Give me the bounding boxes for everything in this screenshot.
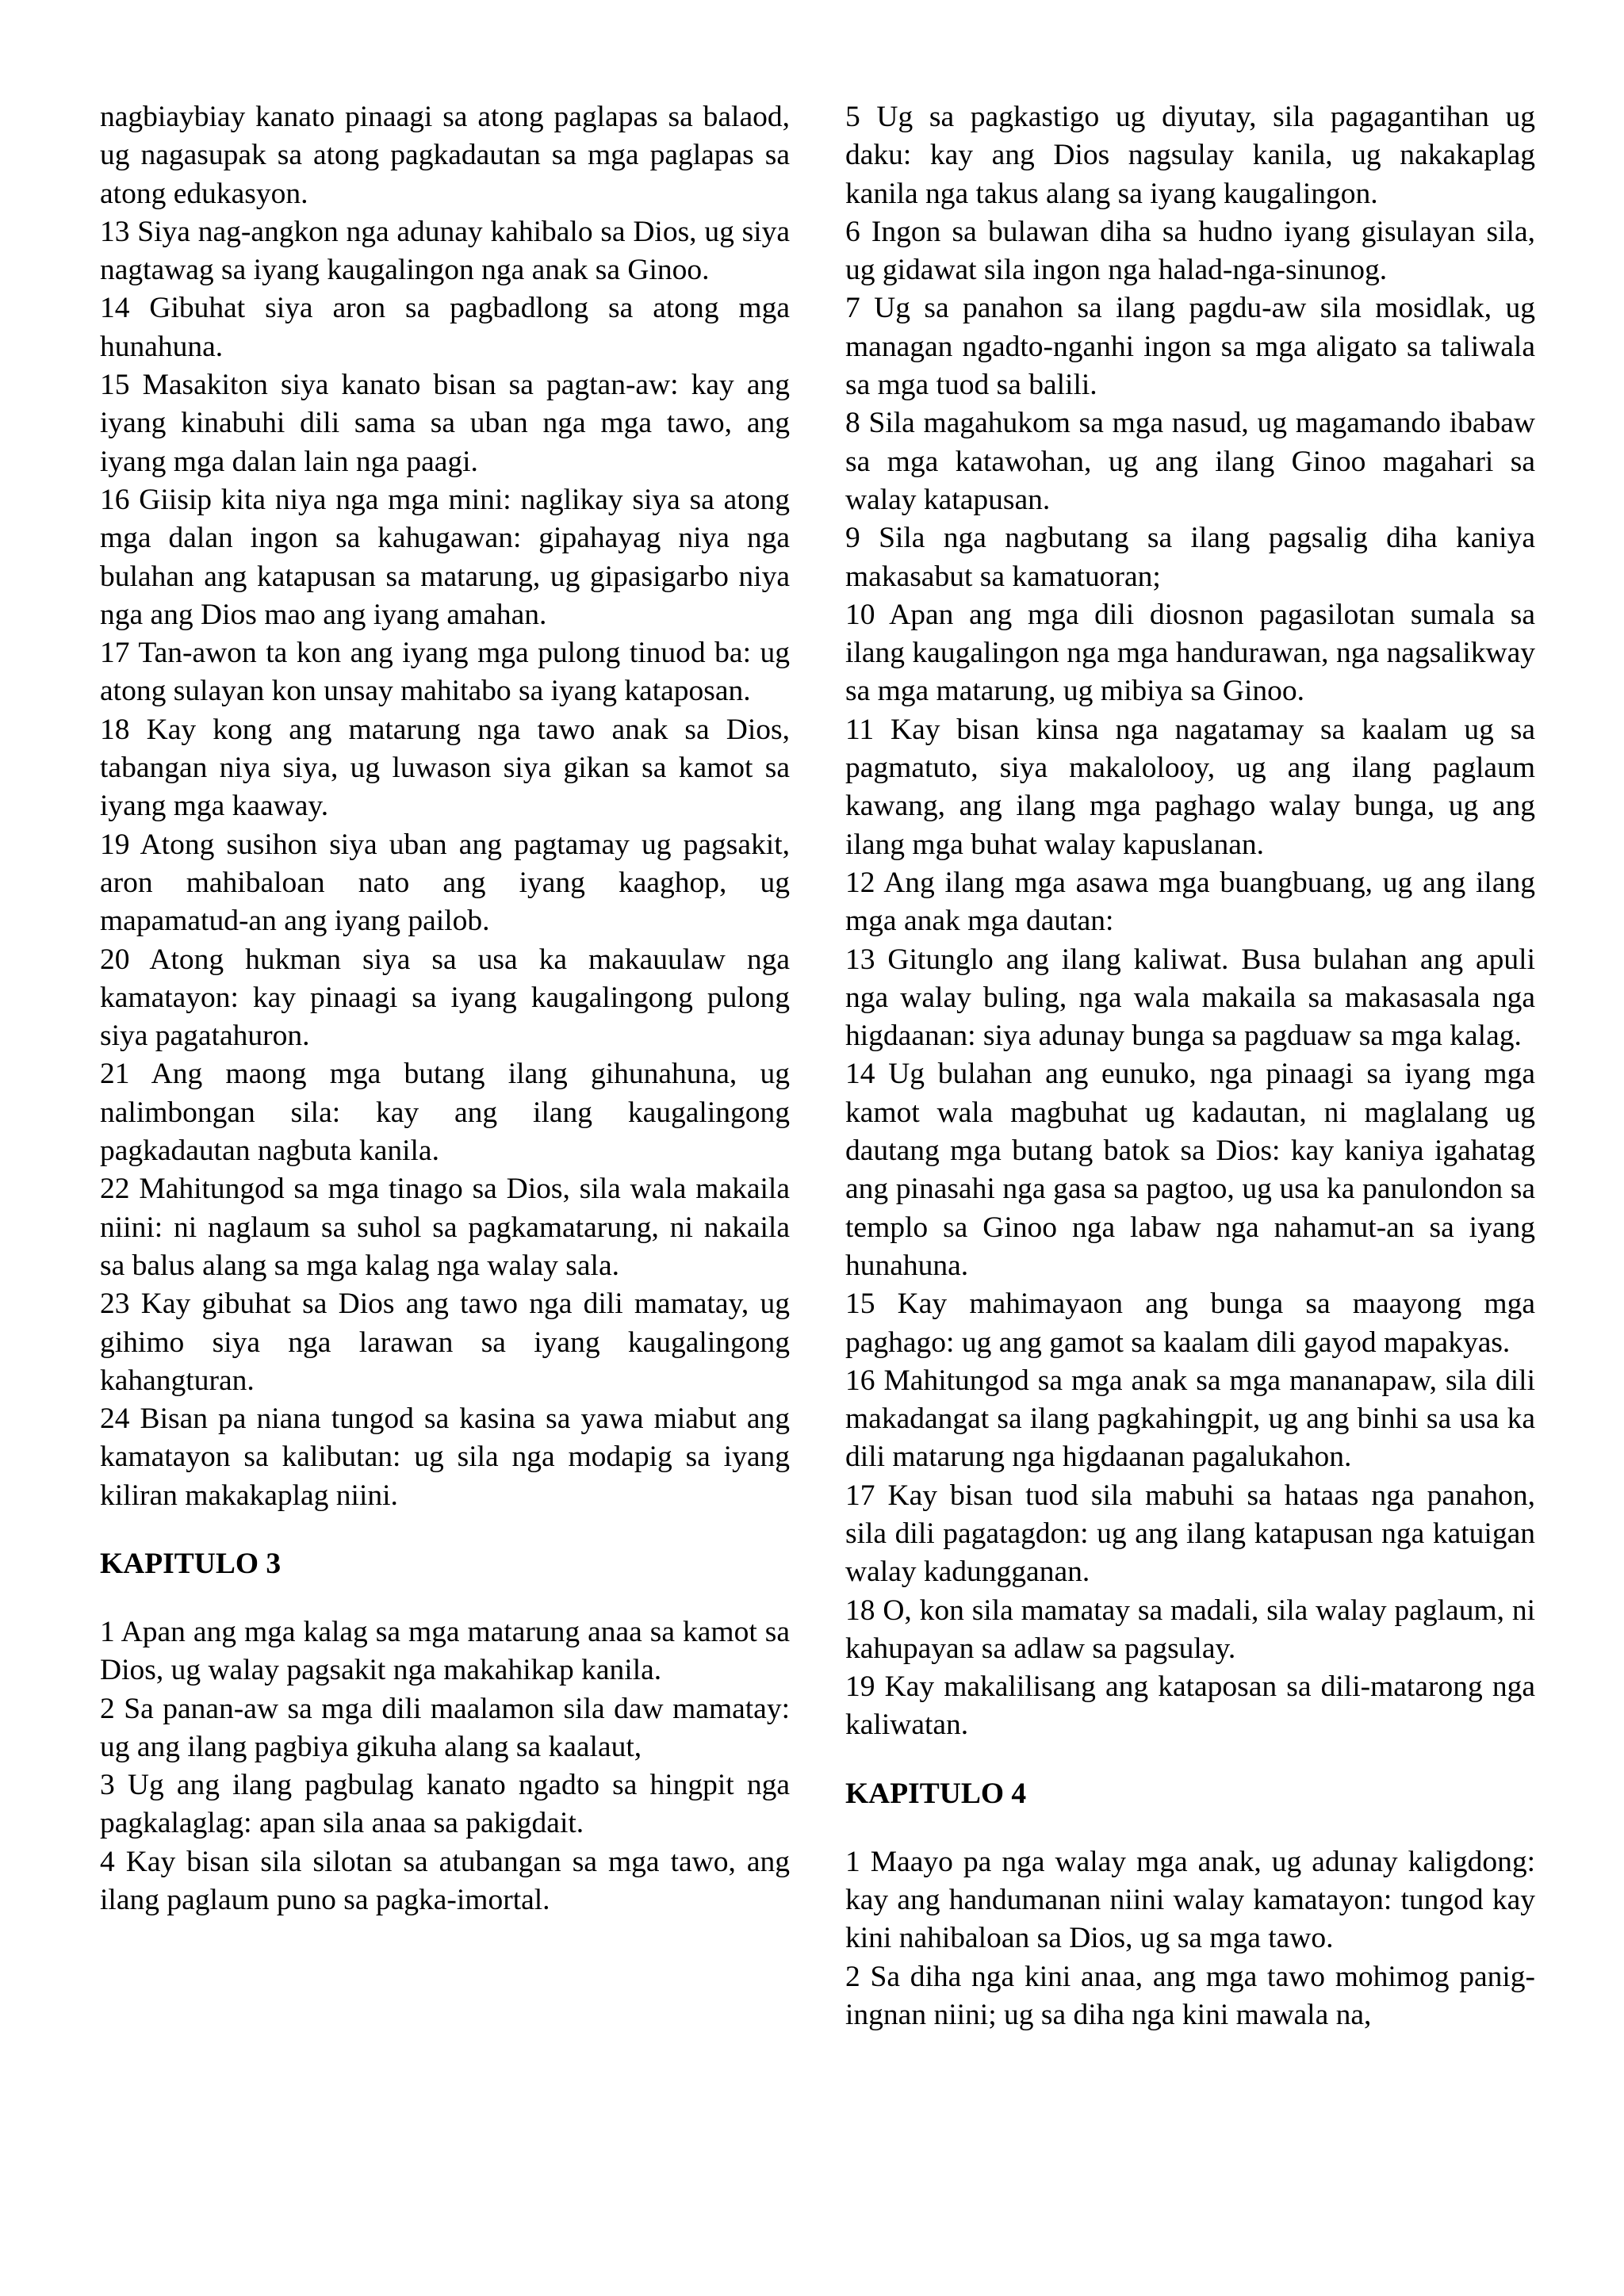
verse-paragraph: 9 Sila nga nagbutang sa ilang pagsalig diha kaniya makasabut sa kamatuoran;: [845, 522, 1535, 593]
verse-paragraph: 23 Kay gibuhat sa Dios ang tawo nga dili mamatay, ug gihimo siya nga larawan sa iyang kaugalingong kahangturan.: [100, 1288, 790, 1397]
verse-paragraph: 1 Maayo pa nga walay mga anak, ug adunay kaligdong: kay ang handumanan niini walay kamatayon: tungod kay kini nahibaloan sa Dios, ug sa mga tawo.: [845, 1845, 1535, 1955]
verse-paragraph: 20 Atong hukman siya sa usa ka makauulaw nga kamatayon: kay pinaagi sa iyang kaugalingong pulong siya pagatahuron.: [100, 943, 790, 1053]
chapter-heading: KAPITULO 4: [845, 1777, 1027, 1810]
verse-paragraph: 4 Kay bisan sila silotan sa atubangan sa mga tawo, ang ilang paglaum puno sa pagka-imortal.: [100, 1845, 790, 1917]
verse-paragraph: 12 Ang ilang mga asawa mga buangbuang, ug ang ilang mga anak mga dautan:: [845, 866, 1535, 938]
verse-paragraph: 19 Kay makalilisang ang kataposan sa dili-matarong nga kaliwatan.: [845, 1670, 1535, 1742]
verse-paragraph: 19 Atong susihon siya uban ang pagtamay ug pagsakit, aron mahibaloan nato ang iyang kaaghop, ug mapamatud-an ang iyang pailob.: [100, 828, 790, 938]
verse-paragraph: 17 Kay bisan tuod sila mabuhi sa hataas nga panahon, sila dili pagatagdon: ug ang ilang katapusan nga katuigan walay kadungganan.: [845, 1479, 1535, 1589]
verse-paragraph: 7 Ug sa panahon sa ilang pagdu-aw sila mosidlak, ug managan ngadto-nganhi ingon sa mga aligato sa taliwala sa mga tuod sa balili.: [845, 292, 1535, 402]
verse-paragraph: 10 Apan ang mga dili diosnon pagasilotan sumala sa ilang kaugalingon nga mga handurawan, nga nagsalikway sa mga matarung, ug mibiya sa Ginoo.: [845, 598, 1535, 708]
verse-paragraph: 14 Gibuhat siya aron sa pagbadlong sa atong mga hunahuna.: [100, 292, 790, 363]
verse-paragraph: 2 Sa panan-aw sa mga dili maalamon sila daw mamatay: ug ang ilang pagbiya gikuha alang sa kaalaut,: [100, 1692, 790, 1763]
verse-paragraph: 5 Ug sa pagkastigo ug diyutay, sila pagagantihan ug daku: kay ang Dios nagsulay kanila, ug nakakaplag kanila nga takus alang sa iyang kaugalingon.: [845, 101, 1535, 210]
verse-paragraph: 8 Sila magahukom sa mga nasud, ug magamando ibabaw sa mga katawohan, ug ang ilang Ginoo magahari sa walay katapusan.: [845, 407, 1535, 516]
verse-paragraph: 16 Giisip kita niya nga mga mini: naglikay siya sa atong mga dalan ingon sa kahugawan: gipahayag niya nga bulahan ang katapusan sa matarung, ug gipasigarbo niya nga ang Dios mao ang iyang amahan.: [100, 483, 790, 631]
verse-paragraph: 2 Sa diha nga kini anaa, ang mga tawo mohimog panig-ingnan niini; ug sa diha nga kini mawala na,: [845, 1960, 1535, 2031]
verse-paragraph: 11 Kay bisan kinsa nga nagatamay sa kaalam ug sa pagmatuto, siya makalolooy, ug ang ilang paglaum kawang, ang ilang mga paghago walay bunga, ug ang ilang mga buhat walay kapuslanan.: [845, 713, 1535, 861]
verse-paragraph: 13 Siya nag-angkon nga adunay kahibalo sa Dios, ug siya nagtawag sa iyang kaugalingon nga anak sa Ginoo.: [100, 215, 790, 287]
left-column: [100, 98, 790, 1919]
verse-paragraph: 16 Mahitungod sa mga anak sa mga mananapaw, sila dili makadangat sa ilang pagkahingpit, ug ang binhi sa usa ka dili matarung nga higdaanan pagalukahon.: [845, 1364, 1535, 1474]
right-column: [845, 98, 1535, 2034]
verse-paragraph: 1 Apan ang mga kalag sa mga matarung anaa sa kamot sa Dios, ug walay pagsakit nga makahikap kanila.: [100, 1615, 790, 1687]
verse-paragraph: 18 O, kon sila mamatay sa madali, sila walay paglaum, ni kahupayan sa adlaw sa pagsulay.: [845, 1594, 1535, 1665]
verse-paragraph: 22 Mahitungod sa mga tinago sa Dios, sila wala makaila niini: ni naglaum sa suhol sa pagkamatarung, ni nakaila sa balus alang sa mga kalag nga walay sala.: [100, 1173, 790, 1282]
verse-paragraph: 13 Gitunglo ang ilang kaliwat. Busa bulahan ang apuli nga walay buling, nga wala makaila sa makasasala nga higdaanan: siya adunay bunga sa pagduaw sa mga kalag.: [845, 943, 1535, 1053]
verse-paragraph: nagbiaybiay kanato pinaagi sa atong paglapas sa balaod, ug nagasupak sa atong pagkadautan sa mga paglapas sa atong edukasyon.: [100, 101, 790, 210]
verse-paragraph: 15 Kay mahimayaon ang bunga sa maayong mga paghago: ug ang gamot sa kaalam dili gayod mapakyas.: [845, 1288, 1535, 1359]
verse-paragraph: 24 Bisan pa niana tungod sa kasina sa yawa miabut ang kamatayon sa kalibutan: ug sila nga modapig sa iyang kiliran makakaplag niini.: [100, 1402, 790, 1512]
verse-paragraph: 6 Ingon sa bulawan diha sa hudno iyang gisulayan sila, ug gidawat sila ingon nga halad-nga-sinunog.: [845, 215, 1535, 287]
verse-paragraph: 18 Kay kong ang matarung nga tawo anak sa Dios, tabangan niya siya, ug luwason siya gikan sa kamot sa iyang mga kaaway.: [100, 713, 790, 823]
verse-paragraph: 3 Ug ang ilang pagbulag kanato ngadto sa hingpit nga pagkalaglag: apan sila anaa sa pakigdait.: [100, 1769, 790, 1840]
verse-paragraph: 15 Masakiton siya kanato bisan sa pagtan-aw: kay ang iyang kinabuhi dili sama sa uban nga mga tawo, ang iyang mga dalan lain nga paagi.: [100, 369, 790, 478]
chapter-heading: KAPITULO 3: [100, 1547, 282, 1580]
verse-paragraph: 21 Ang maong mga butang ilang gihunahuna, ug nalimbongan sila: kay ang ilang kaugalingong pagkadautan nagbuta kanila.: [100, 1058, 790, 1168]
verse-paragraph: 14 Ug bulahan ang eunuko, nga pinaagi sa iyang mga kamot wala magbuhat ug kadautan, ni maglalang ug dautang mga butang batok sa Dios: kay kaniya igahatag ang pinasahi nga gasa sa pagtoo, ug usa ka panulondon sa templo sa Ginoo nga labaw nga nahamut-an sa iyang hunahuna.: [845, 1058, 1535, 1282]
verse-paragraph: 17 Tan-awon ta kon ang iyang mga pulong tinuod ba: ug atong sulayan kon unsay mahitabo sa iyang kataposan.: [100, 637, 790, 708]
